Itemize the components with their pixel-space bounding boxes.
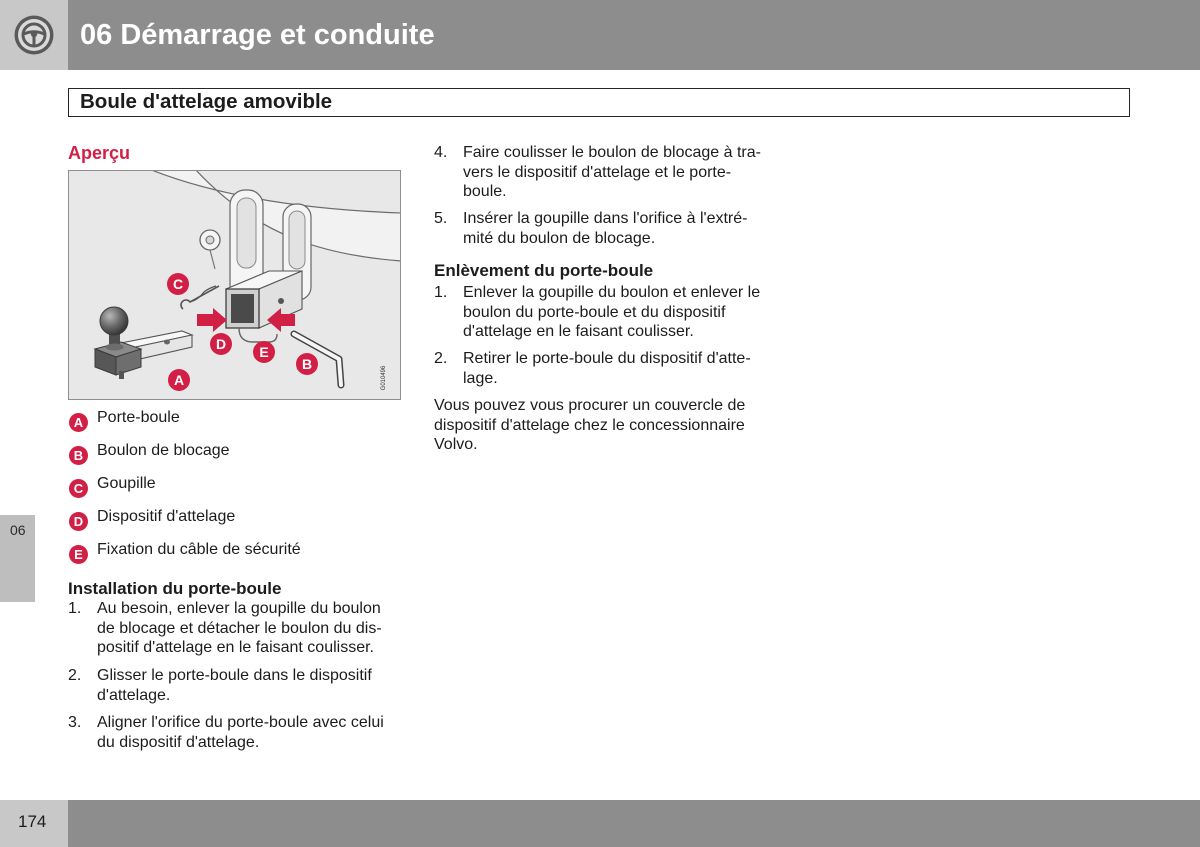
- legend-item: [68, 408, 398, 441]
- ball-mount: [95, 307, 192, 379]
- callout-a-label: A: [173, 372, 185, 388]
- legend-item: [68, 540, 398, 573]
- legend-label: Porte-boule: [97, 409, 180, 426]
- legend-label: Fixation du câble de sécurité: [97, 541, 301, 558]
- legend-item: [68, 474, 398, 507]
- overview-heading: Aperçu: [68, 143, 131, 163]
- safety-eye-ring: [200, 230, 220, 269]
- step-text: Faire coulisser le boulon de blocage à tra- vers le dispositif d'attelage et le porte- boule.: [463, 144, 761, 200]
- step-number: 1.: [68, 600, 82, 617]
- legend-letter-icon: B: [69, 446, 88, 465]
- tow-bar-figure: [68, 170, 401, 400]
- callout-c-label: C: [172, 276, 184, 292]
- callout-e-label: E: [259, 344, 269, 360]
- legend-label: Goupille: [97, 475, 156, 492]
- legend-letter-icon: A: [69, 413, 88, 432]
- tow-bar-illustration: [69, 171, 400, 399]
- step-text: Retirer le porte-boule du dispositif d'atte- lage.: [463, 350, 751, 387]
- figure-legend: [68, 408, 398, 573]
- dealer-note: Vous pouvez vous procurer un couvercle de dispositif d'attelage chez le concessionnaire Volvo.: [434, 397, 746, 453]
- step-text: Enlever la goupille du boulon et enlever le boulon du porte-boule et du dispositif d'attelage en le faisant coulisser.: [463, 284, 761, 340]
- installation-step: [434, 209, 774, 269]
- step-text: Aligner l'orifice du porte-boule avec celui du dispositif d'attelage.: [97, 714, 384, 751]
- cable-strap: [239, 328, 277, 342]
- tow-bar-crossbar: [149, 171, 400, 261]
- step-text: Au besoin, enlever la goupille du boulon de blocage et détacher le boulon du dis- positif d'attelage en le faisant coulisser.: [97, 600, 382, 656]
- page-number-badge: [0, 800, 68, 847]
- removal-step: [434, 283, 774, 343]
- footer-bar: [68, 800, 1200, 847]
- installation-step: [68, 713, 408, 773]
- callout-a: [168, 369, 190, 391]
- chapter-title: 06 Démarrage et conduite: [80, 19, 435, 51]
- installation-step: [434, 143, 774, 203]
- installation-heading: Installation du porte-boule: [68, 579, 282, 598]
- callout-c: [167, 273, 189, 295]
- installation-step: [68, 599, 408, 659]
- legend-item: [68, 441, 398, 474]
- step-number: 2.: [68, 667, 82, 684]
- legend-item: [68, 507, 398, 540]
- arrow-d: [197, 308, 227, 332]
- step-text: Insérer la goupille dans l'orifice à l'extré- mité du boulon de blocage.: [463, 210, 748, 247]
- tow-ball: [100, 307, 128, 335]
- steering-wheel-icon: [13, 14, 55, 56]
- step-number: 5.: [434, 210, 448, 227]
- callout-b: [296, 353, 318, 375]
- legend-letter-icon: D: [69, 512, 88, 531]
- step-number: 4.: [434, 144, 448, 161]
- callout-e: [253, 341, 275, 363]
- section-title: Boule d'attelage amovible: [80, 90, 333, 113]
- chapter-badge: [0, 0, 68, 70]
- removal-heading: Enlèvement du porte-boule: [434, 261, 654, 280]
- legend-label: Dispositif d'attelage: [97, 508, 236, 525]
- chapter-header: [68, 0, 1200, 70]
- callout-b-label: B: [301, 356, 313, 372]
- receiver-opening: [231, 294, 254, 323]
- step-number: 3.: [68, 714, 82, 731]
- figure-code: G010496: [381, 365, 387, 391]
- cable-attachment-hole: [278, 298, 284, 304]
- page-number: 174: [18, 812, 47, 831]
- legend-letter-icon: E: [69, 545, 88, 564]
- chapter-side-tab: [0, 515, 35, 602]
- step-number: 1.: [434, 284, 448, 301]
- legend-letter-icon: C: [69, 479, 88, 498]
- section-title-box: [68, 88, 1130, 117]
- callout-d: [210, 333, 232, 355]
- step-text: Glisser le porte-boule dans le dispositif d'attelage.: [97, 667, 372, 704]
- callout-d-label: D: [215, 336, 227, 352]
- step-number: 2.: [434, 350, 448, 367]
- side-tab-label: 06: [10, 522, 26, 538]
- legend-label: Boulon de blocage: [97, 442, 230, 459]
